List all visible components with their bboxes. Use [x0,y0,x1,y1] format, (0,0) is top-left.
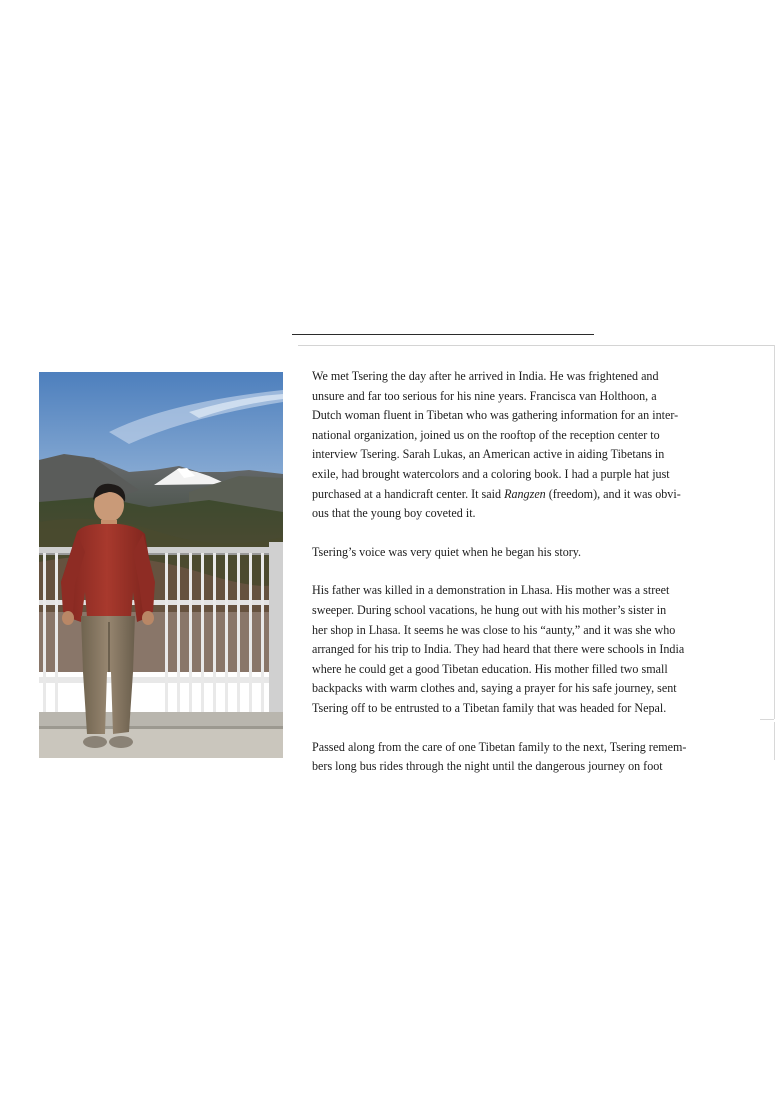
text-segment: purchased at a handicraft center. It said [312,486,505,501]
text-frame-right-border-lower [774,722,775,760]
text-frame-right-border [774,345,775,719]
text-line: bers long bus rides through the night until the dangerous journey on foot [312,759,663,774]
text-line: His father was killed in a demonstration in Lhasa. His mother was a street [312,583,670,598]
text-line: We met Tsering the day after he arrived in India. He was frightened and [312,369,659,383]
text-frame-top-border [298,345,774,346]
text-line [312,485,742,505]
text-line: interview Tsering. Sarah Lukas, an American active in aiding Tibetans in [312,447,665,462]
photo-boy-on-rooftop [39,372,283,758]
text-line: sweeper. During school vacations, he hung out with his mother’s sister in [312,602,667,617]
text-line: ous that the young boy coveted it. [312,506,476,521]
text-line: backpacks with warm clothes and, saying a prayer for his safe journey, sent [312,681,677,696]
text-line: Tsering off to be entrusted to a Tibetan family that was headed for Nepal. [312,700,667,715]
text-line: national organization, joined us on the rooftop of the reception center to [312,427,660,442]
italic-word-rangzen: Rangzen [504,486,546,501]
text-line: where he could get a good Tibetan education. His mother filled two small [312,661,668,676]
text-line: Tsering’s voice was very quiet when he began his story. [312,544,582,559]
text-line: arranged for his trip to India. They had heard that there were schools in India [312,642,685,657]
paragraph-2 [312,543,742,563]
text-line: Dutch woman fluent in Tibetan who was gathering information for an inter- [312,408,679,423]
paragraph-4 [312,738,742,777]
top-rule-divider [292,334,594,335]
text-line: exile, had brought watercolors and a coloring book. I had a purple hat just [312,466,670,481]
text-segment: (freedom), and it was obvi- [545,486,681,501]
text-line: Passed along from the care of one Tibetan family to the next, Tsering remem- [312,739,687,754]
story-text [312,367,742,777]
paragraph-1 [312,367,742,524]
text-frame-notch [760,719,774,720]
paragraph-3 [312,581,742,718]
text-line: unsure and far too serious for his nine years. Francisca van Holthoon, a [312,388,657,403]
text-line: her shop in Lhasa. It seems he was close to his “aunty,” and it was she who [312,622,676,637]
